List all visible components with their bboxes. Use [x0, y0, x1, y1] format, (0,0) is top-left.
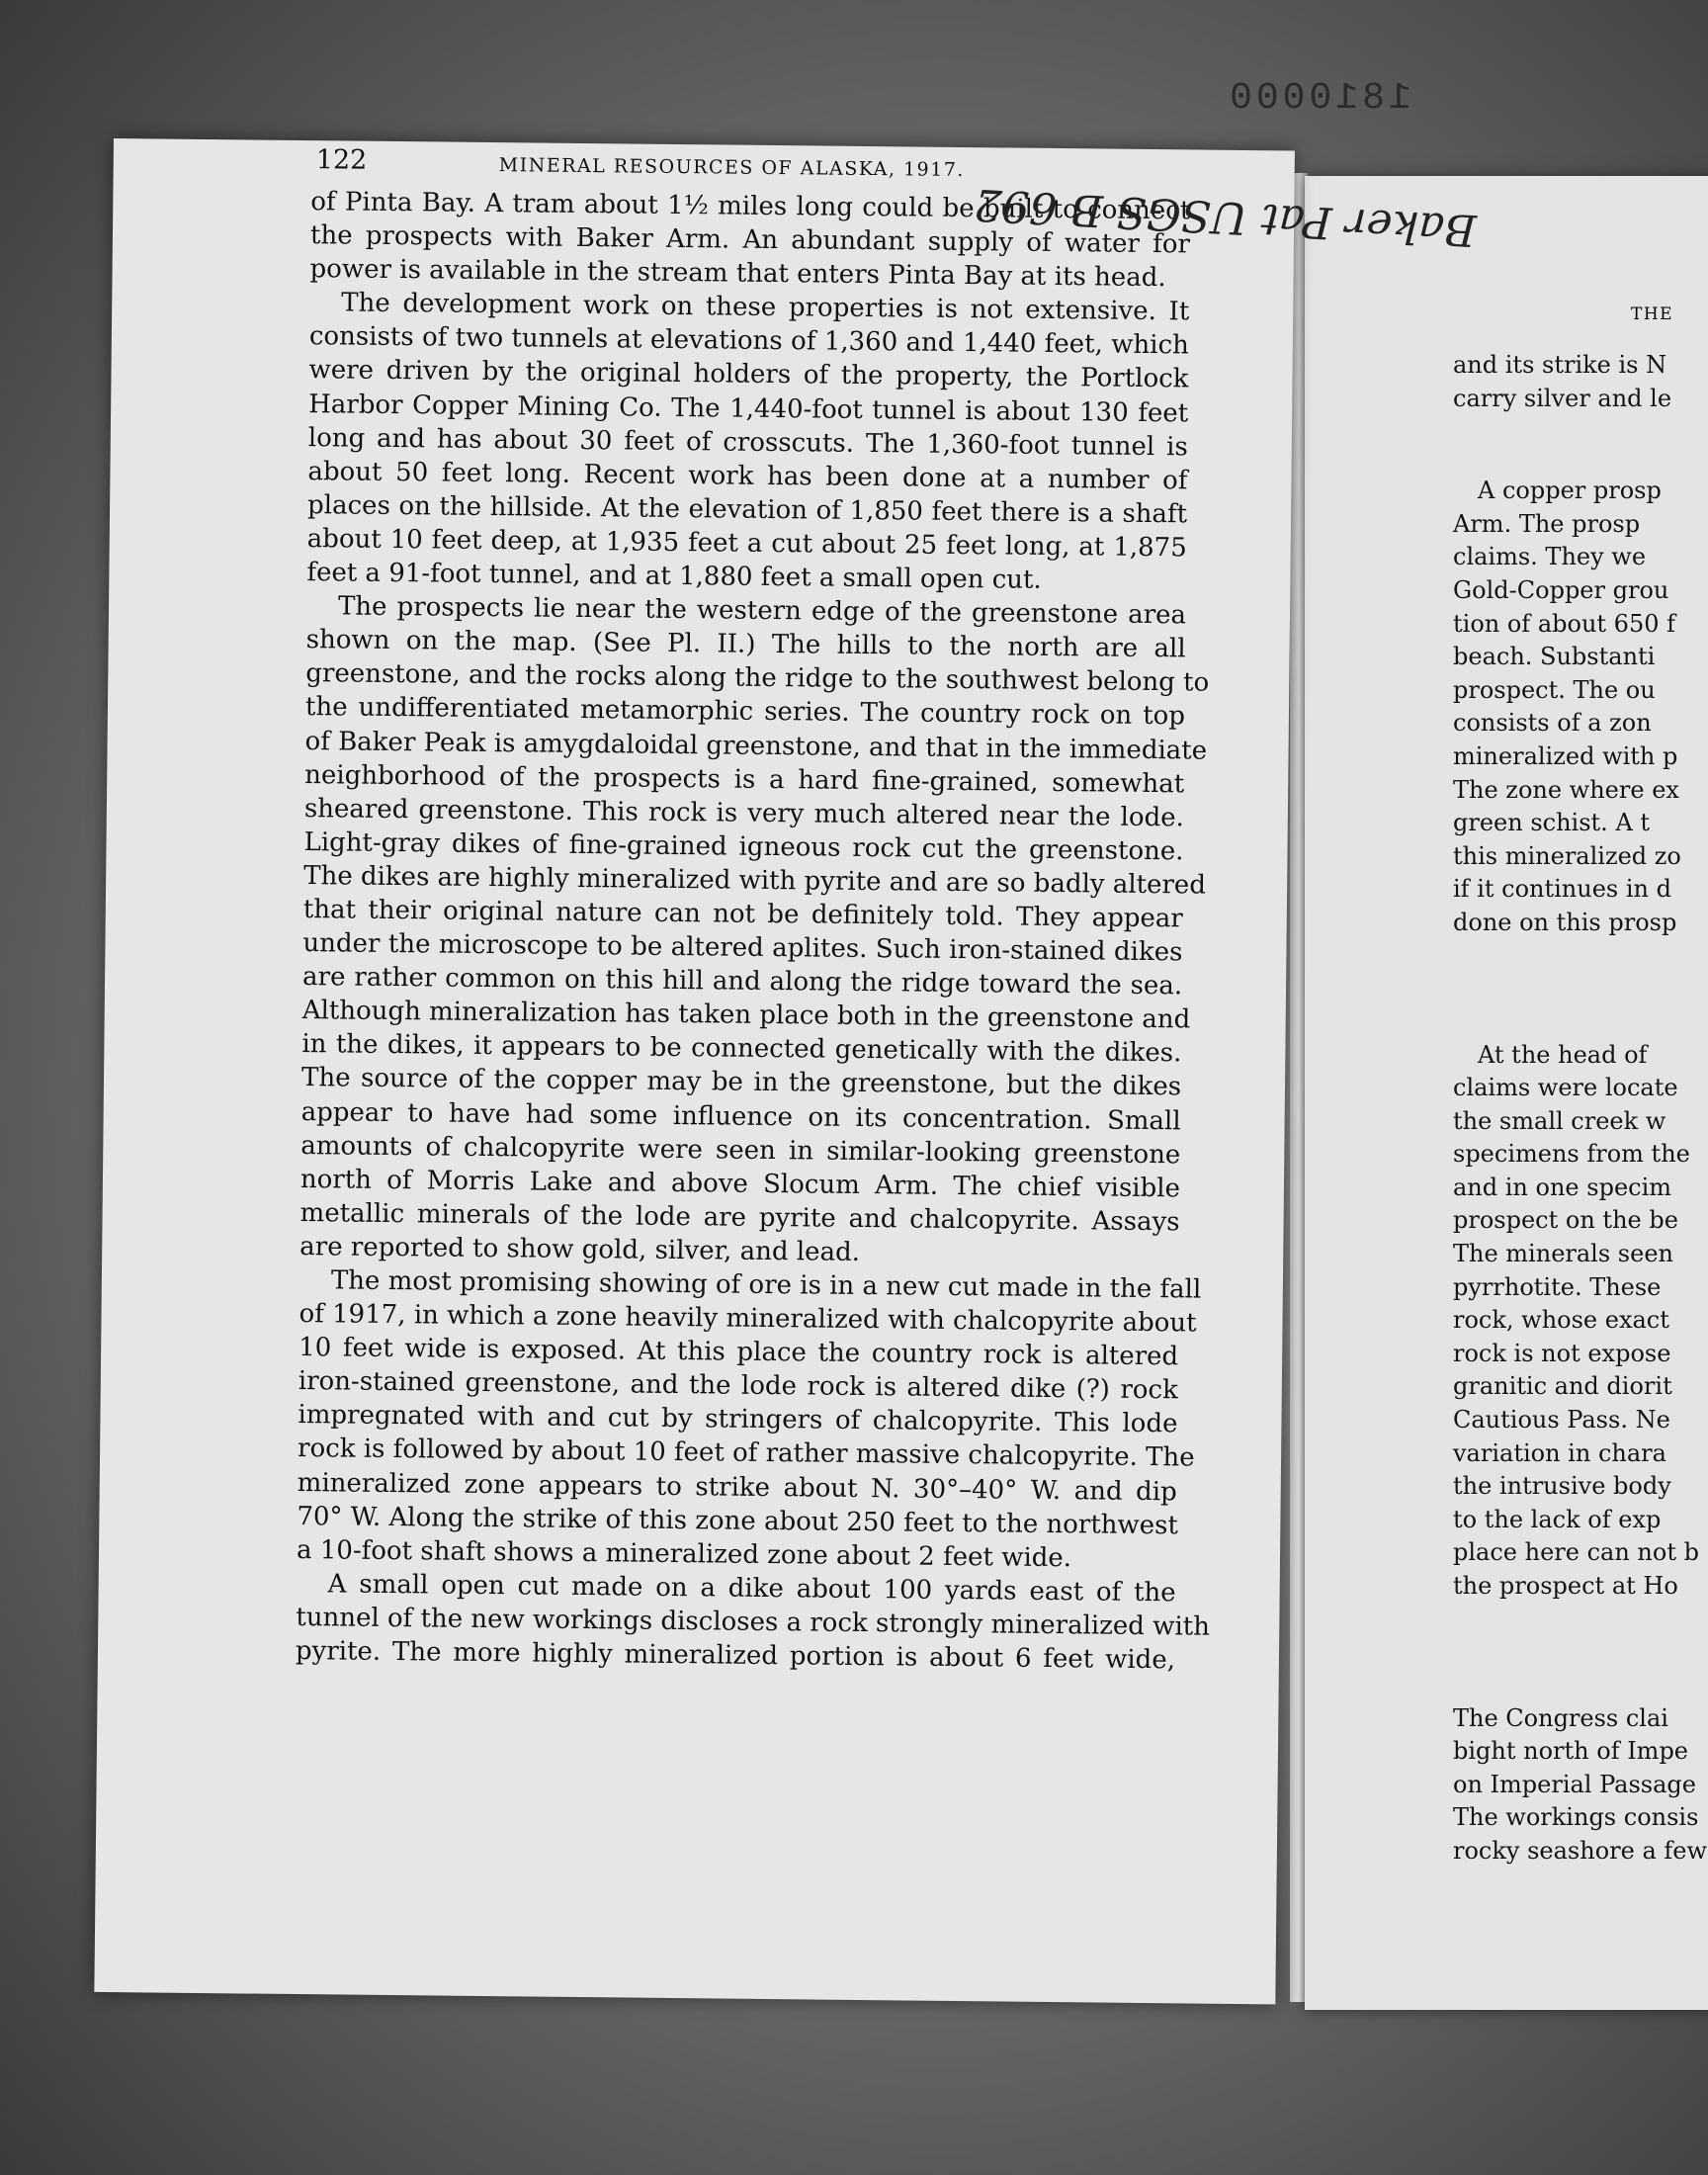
spacer: [1305, 1663, 1708, 1702]
text-line: Light-gray dikes of fine-grained igneous rock cut the greenstone.: [303, 826, 1184, 867]
text-line: metallic minerals of the lode are pyrite and chalcopyrite. Assays: [299, 1197, 1180, 1238]
right-text-line: place here can not b: [1453, 1538, 1699, 1567]
right-page-text: [1305, 349, 1708, 1869]
text-line: of Baker Peak is amygdaloidal greenstone, and that in the immediate: [304, 726, 1208, 766]
running-title: MINERAL RESOURCES OF ALASKA, 1917.: [498, 154, 966, 182]
right-text-line: prospect on the be: [1453, 1206, 1678, 1235]
right-text-line: Cautious Pass. Ne: [1453, 1406, 1670, 1435]
right-text-line: bight north of Impe: [1453, 1737, 1689, 1766]
text-line: amounts of chalcopyrite were seen in similar-looking greenstone: [300, 1130, 1181, 1170]
right-text-line: A copper prosp: [1478, 477, 1662, 505]
right-text-line: claims. They we: [1453, 543, 1647, 571]
text-line: of 1917, in which a zone heavily mineralized with chalcopyrite about: [299, 1299, 1197, 1339]
right-text-line: this mineralized zo: [1453, 841, 1681, 870]
text-line: neighborhood of the prospects is a hard fine-grained, somewhat: [304, 759, 1185, 799]
text-line: Although mineralization has taken place both in the greenstone and: [301, 996, 1191, 1035]
right-text-line: Arm. The prosp: [1453, 509, 1641, 538]
right-text-line: The zone where ex: [1453, 775, 1679, 804]
text-line: of Pinta Bay. A tram about 1½ miles long could be built to connect: [310, 187, 1191, 226]
text-line: tunnel of the new workings discloses a rock strongly mineralized with: [296, 1602, 1211, 1642]
right-text-line: done on this prosp: [1453, 908, 1677, 936]
text-line: in the dikes, it appears to be connected genetically with the dikes.: [301, 1029, 1182, 1069]
body-text: [295, 185, 1211, 1677]
spacer: [1305, 1000, 1708, 1039]
right-text-line: consists of a zon: [1453, 709, 1652, 738]
text-line: A small open cut made on a dike about 100 yards east of the: [327, 1569, 1176, 1609]
right-text-line: claims were locate: [1453, 1074, 1678, 1102]
right-text-line: rocky seashore a few: [1453, 1836, 1708, 1865]
text-line: The most promising showing of ore is in a new cut made in the fall: [330, 1265, 1202, 1305]
text-line: are reported to show gold, silver, and lead.: [299, 1231, 861, 1267]
text-line: the undifferentiated metamorphic series. The country rock on top: [304, 692, 1186, 732]
spacer: [1305, 1604, 1708, 1663]
text-line: the prospects with Baker Arm. An abundant supply of water for: [309, 220, 1191, 260]
text-line: are rather common on this hill and along the ridge toward the sea.: [301, 962, 1183, 1001]
text-line: 10 feet wide is exposed. At this place the country rock is altered: [299, 1333, 1179, 1372]
text-line: places on the hillside. At the elevation of 1,850 feet there is a shaft: [306, 489, 1188, 530]
text-line: The development work on these properties is not extensive. It: [341, 288, 1190, 327]
right-text-line: specimens from the: [1453, 1140, 1690, 1169]
right-text-line: Gold-Copper grou: [1453, 575, 1669, 604]
right-text-line: and in one specim: [1453, 1173, 1672, 1201]
text-line: The dikes are highly mineralized with pyrite and are so badly altered: [303, 860, 1207, 901]
page-number: 122: [315, 144, 368, 176]
right-text-line: on Imperial Passage: [1453, 1770, 1696, 1798]
text-line: sheared greenstone. This rock is very much altered near the lode.: [303, 793, 1185, 833]
right-text-line: pyrrhotite. These: [1453, 1272, 1662, 1301]
right-text-line: The workings consis: [1453, 1803, 1699, 1832]
text-line: long and has about 30 feet of crosscuts. The 1,360-foot tunnel is: [307, 422, 1188, 463]
right-text-line: the small creek w: [1453, 1106, 1666, 1135]
right-text-line: to the lack of exp: [1453, 1505, 1662, 1533]
text-line: that their original nature can not be definitely told. They appear: [302, 895, 1183, 934]
right-running-title: THE: [1631, 304, 1674, 324]
right-text-line: mineralized with p: [1453, 741, 1678, 770]
right-text-line: the prospect at Ho: [1453, 1572, 1678, 1600]
text-line: consists of two tunnels at elevations of 1,360 and 1,440 feet, which: [308, 321, 1190, 361]
text-line: rock is followed by about 10 feet of rather massive chalcopyrite. The: [297, 1434, 1195, 1473]
text-line: iron-stained greenstone, and the lode rock is altered dike (?) rock: [298, 1366, 1178, 1406]
right-text-line: carry silver and le: [1453, 384, 1672, 412]
right-page: [1305, 176, 1708, 2010]
right-text-line: prospect. The ou: [1453, 675, 1656, 704]
handwritten-annotation: Baker Pat USGS B 692: [973, 178, 1478, 256]
left-page: [94, 138, 1295, 2004]
text-line: feet a 91-foot tunnel, and at 1,880 feet a small open cut.: [306, 558, 1042, 595]
text-line: about 50 feet long. Recent work has been done at a number of: [307, 456, 1188, 496]
right-text-line: rock is not expose: [1453, 1339, 1671, 1367]
text-line: pyrite. The more highly mineralized portion is about 6 feet wide,: [295, 1636, 1176, 1676]
text-line: impregnated with and cut by stringers of chalcopyrite. This lode: [298, 1400, 1178, 1439]
right-text-line: rock, whose exact: [1453, 1306, 1669, 1335]
spacer: [1305, 940, 1708, 1000]
text-line: mineralized zone appears to strike about N. 30°–40° W. and dip: [297, 1467, 1177, 1507]
text-line: about 10 feet deep, at 1,935 feet a cut about 25 feet long, at 1,875: [306, 524, 1187, 564]
spacer: [1305, 415, 1708, 475]
text-line: 70° W. Along the strike of this zone about 250 feet to the northwest: [297, 1501, 1179, 1541]
right-text-line: The minerals seen: [1453, 1240, 1673, 1268]
text-line: The prospects lie near the western edge of the greenstone area: [337, 591, 1187, 631]
text-line: power is available in the stream that enters Pinta Bay at its head.: [309, 254, 1166, 294]
text-line: The source of the copper may be in the greenstone, but the dikes: [300, 1063, 1182, 1102]
right-text-line: if it continues in d: [1453, 875, 1671, 904]
right-text-line: beach. Substanti: [1453, 643, 1656, 671]
text-line: Harbor Copper Mining Co. The 1,440-foot tunnel is about 130 feet: [308, 389, 1189, 428]
text-line: appear to have had some influence on its concentration. Small: [300, 1096, 1181, 1136]
right-text-line: green schist. A t: [1453, 809, 1651, 837]
right-text-line: At the head of: [1478, 1040, 1648, 1069]
right-text-line: the intrusive body: [1453, 1472, 1671, 1501]
text-line: a 10-foot shaft shows a mineralized zone about 2 feet wide.: [296, 1534, 1072, 1573]
right-text-line: tion of about 650 f: [1453, 609, 1675, 638]
text-line: greenstone, and the rocks along the ridge to the southwest belong to: [305, 658, 1210, 698]
text-line: under the microscope to be altered aplites. Such iron-stained dikes: [302, 928, 1183, 968]
archive-stamp: 1810000: [1226, 77, 1411, 120]
text-line: north of Morris Lake and above Slocum Arm. The chief visible: [299, 1164, 1181, 1204]
text-line: were driven by the original holders of the property, the Portlock: [308, 355, 1189, 394]
text-line: shown on the map. (See Pl. II.) The hills to the north are all: [305, 625, 1186, 664]
right-text-line: The Congress clai: [1453, 1703, 1668, 1732]
right-text-line: and its strike is N: [1453, 351, 1667, 379]
right-text-line: variation in chara: [1453, 1438, 1666, 1467]
right-text-line: granitic and diorit: [1453, 1372, 1672, 1401]
